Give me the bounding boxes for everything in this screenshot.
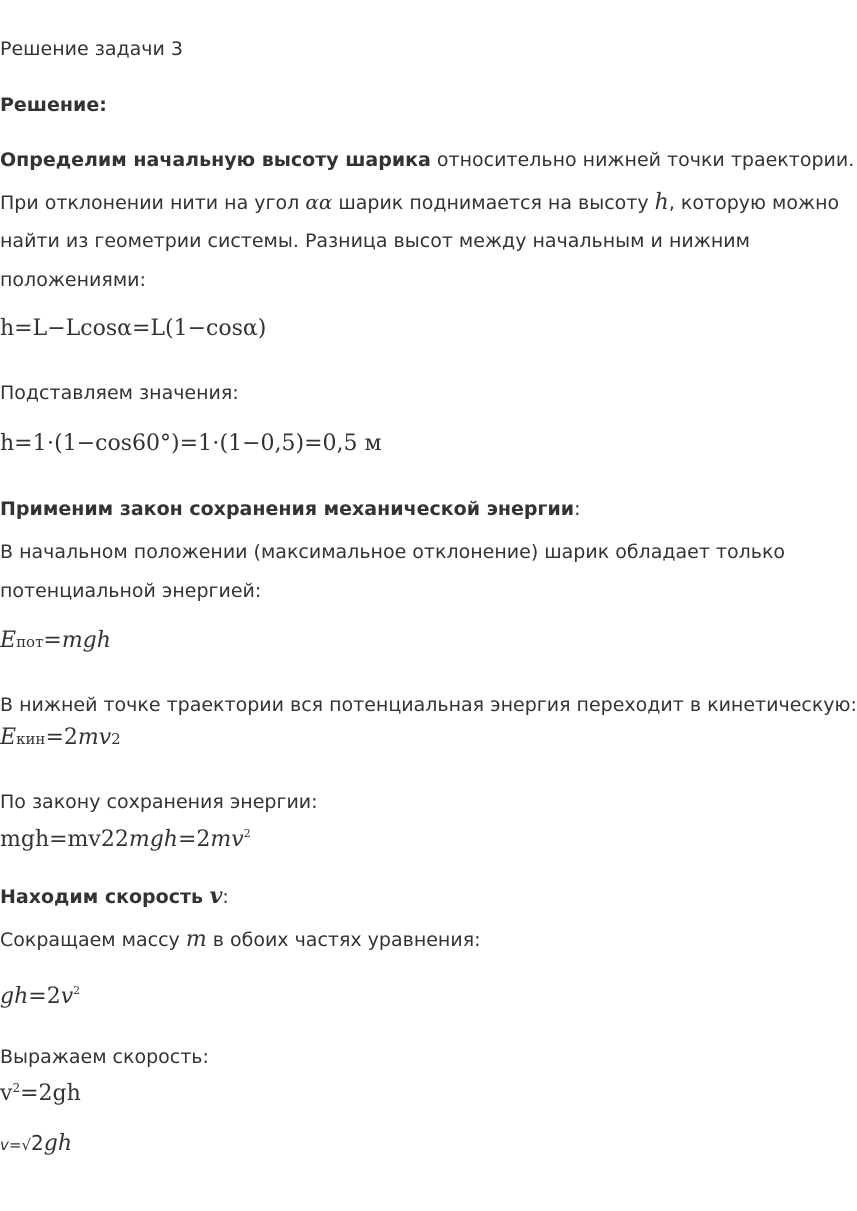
gh-eq: =2: [28, 984, 61, 1009]
step1-rest: относительно нижней точки траектории.: [430, 149, 855, 171]
cons-sup: 2: [243, 827, 251, 840]
cancel-a: Сокращаем массу: [0, 929, 186, 951]
document-title: Решение задачи 3: [0, 38, 183, 60]
step3-bold: Находим скорость: [0, 886, 210, 908]
cancel-b: в обоих частях уравнения:: [206, 929, 481, 951]
v-two: 2: [31, 1131, 44, 1155]
step1-line3: найти из геометрии системы. Разница высот между начальным и нижним: [0, 230, 750, 252]
step2-bold: Применим закон сохранения механической энергии: [0, 498, 575, 520]
step3-colon: :: [222, 886, 229, 908]
formula-v: [0, 1131, 72, 1157]
epot-E: E: [0, 628, 17, 653]
kinetic-text: В нижней точке траектории вся потенциальная энергия переходит в кинетическую:: [0, 694, 857, 716]
step2-line1: [0, 497, 580, 521]
v2-sup: 2: [12, 1081, 21, 1095]
formula-conservation: [0, 822, 251, 852]
substitute-label: Подставляем значения:: [0, 382, 239, 404]
epot-sub: пот: [16, 633, 44, 651]
gh-gh: gh: [0, 984, 29, 1009]
formula-v-squared: [0, 1076, 81, 1106]
step1-line1: [0, 148, 854, 172]
cancel-m: m: [185, 927, 207, 952]
formula-epot: [0, 629, 111, 654]
ekin-sub: кин: [16, 730, 46, 748]
cons-mv: mv: [210, 827, 244, 852]
gh-v: v: [60, 984, 74, 1009]
v2-v: v: [0, 1081, 13, 1106]
step1-line4: положениями:: [0, 269, 146, 291]
v-gh: gh: [43, 1131, 73, 1156]
ekin-eq: =2: [45, 725, 78, 750]
formula-height-values: h=1⋅(1−cos60°)=1⋅(1−0,5)=0,5 м: [0, 431, 382, 456]
step1-line2: [0, 190, 839, 215]
step2-colon: :: [574, 498, 581, 520]
gh-sup: 2: [73, 984, 81, 997]
formula-ekin: [0, 726, 121, 751]
step1-text-b: шарик поднимается на высоту: [332, 192, 655, 214]
solution-heading: Решение:: [0, 94, 107, 116]
step1-text-a: При отклонении нити на угол: [0, 192, 306, 214]
epot-rest: =mgh: [43, 628, 111, 653]
cons-eq: =2: [177, 827, 211, 852]
step3-line: [0, 884, 229, 909]
formula-gh: [0, 979, 80, 1009]
step2-line3: потенциальной энергией:: [0, 580, 262, 602]
step1-bold: Определим начальную высоту шарика: [0, 149, 431, 171]
formula-height: h=L−Lcosα=L(1−cosα): [0, 316, 267, 341]
alpha-symbol: αα: [305, 190, 333, 214]
express-text: Выражаем скорость:: [0, 1046, 209, 1068]
v-v: v: [0, 1136, 9, 1154]
ekin-E: E: [0, 725, 17, 750]
cancel-text: [0, 928, 481, 952]
ekin-mv: mv: [77, 725, 112, 750]
cons-plain: mgh=mv22: [0, 827, 129, 852]
step2-line2: В начальном положении (максимальное отклонение) шарик обладает только: [0, 541, 786, 563]
step1-text-c: , которую можно: [668, 192, 840, 214]
h-symbol: h: [654, 190, 669, 215]
ekin-tail: 2: [111, 730, 121, 748]
conservation-text: По закону сохранения энергии:: [0, 791, 318, 813]
step3-v: v: [209, 883, 223, 909]
cons-italic: mgh: [128, 827, 178, 852]
v-eq: =√: [8, 1136, 32, 1154]
v2-rest: =2gh: [20, 1081, 81, 1106]
